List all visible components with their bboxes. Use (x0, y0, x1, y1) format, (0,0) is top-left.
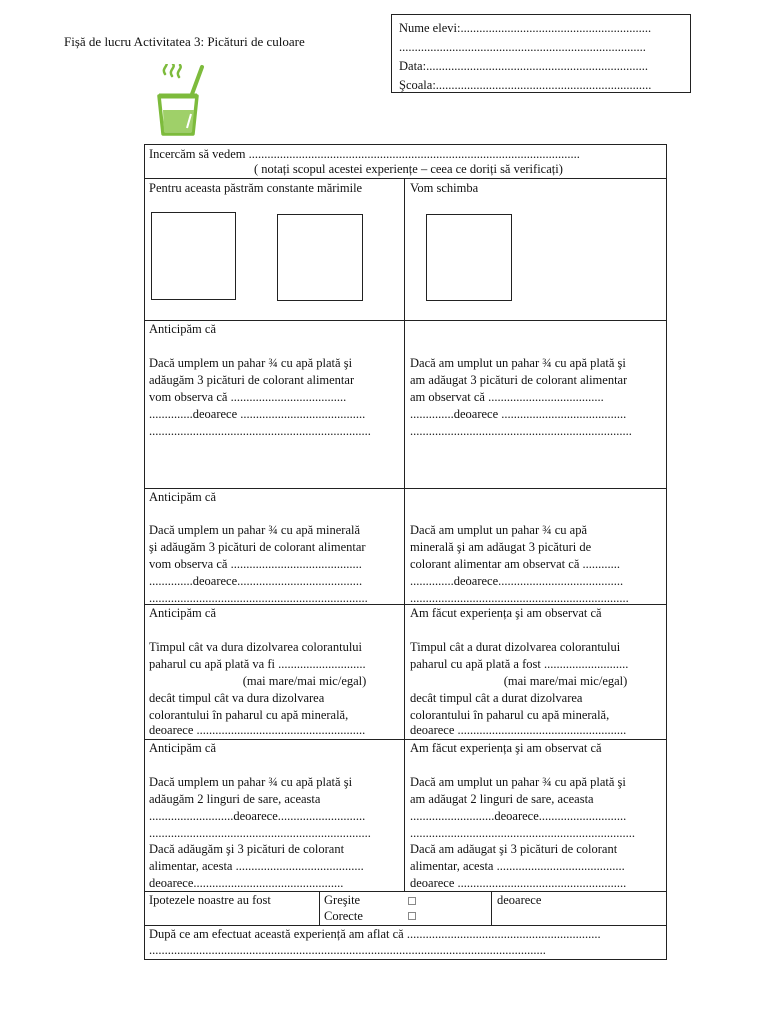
conclusion-line-1[interactable]: După ce am efectuat această experiență am aflat că .............................................................. (149, 927, 601, 941)
conclusion-line-2[interactable]: ............................................................................................................................... (149, 943, 546, 957)
row6-right-line-5[interactable]: ........................................................................ (410, 826, 635, 840)
hypotheses-label: Ipotezele noastre au fost (149, 893, 271, 907)
wrong-checkbox[interactable] (408, 897, 416, 905)
row3-left-line-6[interactable]: ....................................................................... (149, 424, 371, 438)
row3-right-line-4[interactable]: am observat că ..................................... (410, 390, 604, 404)
row6-right-line-3: am adăugat 2 linguri de sare, aceasta (410, 792, 594, 806)
row5-left-line-4: (mai mare/mai mic/egal) (149, 674, 367, 688)
row4-left-line-2: Dacă umplem un pahar ¾ cu apă minerală (149, 523, 361, 537)
row5-right-line-5: decât timpul cât a durat dizolvarea (410, 691, 583, 705)
goal-line[interactable]: Incercăm să vedem .......................................................................................................... (149, 147, 580, 161)
row5-right-line-2: Timpul cât a durat dizolvarea colorantului (410, 640, 621, 654)
row5-left-line-0: Anticipăm că (149, 606, 216, 620)
row6-left-line-2: Dacă umplem un pahar ¾ cu apă plată şi (149, 775, 353, 789)
row6-left-line-4[interactable]: ...........................deoarece............................ (149, 809, 366, 823)
row4-left-line-4[interactable]: vom observa că .......................................... (149, 557, 362, 571)
row4-right-line-4[interactable]: colorant alimentar am observat că ............ (410, 557, 620, 571)
row5-left-line-5: decât timpul cât va dura dizolvarea (149, 691, 325, 705)
row3-left-line-5[interactable]: ..............deoarece ........................................ (149, 407, 366, 421)
variables-heading: Vom schimba (410, 181, 479, 195)
row5-left-line-7[interactable]: deoarece ...................................................... (149, 723, 366, 737)
row3-left-line-0: Anticipăm că (149, 322, 216, 336)
row6-right-line-4[interactable]: ...........................deoarece............................ (410, 809, 627, 823)
row4-right-line-2: Dacă am umplut un pahar ¾ cu apă (410, 523, 588, 537)
row4-left-line-5[interactable]: ..............deoarece........................................ (149, 574, 363, 588)
row4-left-line-0: Anticipăm că (149, 490, 216, 504)
option-correct-label: Corecte (324, 909, 363, 923)
row6-right2-line-2[interactable]: deoarece ...................................................... (410, 876, 627, 890)
row5-left-line-6: colorantului în paharul cu apă minerală, (149, 708, 349, 722)
row4-right-line-3: minerală şi am adăugat 3 picături de (410, 540, 592, 554)
row3-right-line-5[interactable]: ..............deoarece ........................................ (410, 407, 627, 421)
row3-left-line-3: adăugăm 3 picături de colorant alimentar (149, 373, 355, 387)
row3-left-line-4[interactable]: vom observa că ..................................... (149, 390, 347, 404)
row6-left2-line-2[interactable]: deoarece................................................ (149, 876, 344, 890)
row6-right2-line-1[interactable]: alimentar, acesta ......................................... (410, 859, 625, 873)
row6-right-line-0: Am făcut experiența şi am observat că (410, 741, 602, 755)
goal-instructions: ( notați scopul acestei experiențe – ceea ce doriți să verificați) (254, 162, 563, 176)
option-wrong-label: Greşite (324, 893, 361, 907)
correct-checkbox[interactable] (408, 912, 416, 920)
row4-right-line-6[interactable]: ...................................................................... (410, 591, 629, 605)
row4-left-line-3: şi adăugăm 3 picături de colorant alimentar (149, 540, 366, 554)
row4-right-line-5[interactable]: ..............deoarece........................................ (410, 574, 624, 588)
row6-left-line-3: adăugăm 2 linguri de sare, aceasta (149, 792, 321, 806)
row5-right-line-0: Am făcut experiența şi am observat că (410, 606, 602, 620)
row6-left2-line-0: Dacă adăugăm şi 3 picături de colorant (149, 842, 345, 856)
student-names-field[interactable]: Nume elevi:............................................................. (399, 21, 652, 35)
row5-right-line-3[interactable]: paharul cu apă plată a fost ........................... (410, 657, 629, 671)
student-info-box (391, 14, 691, 93)
constants-heading: Pentru aceasta păstrăm constante mărimile (149, 181, 363, 195)
row5-right-line-4: (mai mare/mai mic/egal) (410, 674, 628, 688)
because-label: deoarece (497, 893, 542, 907)
beaker-with-stirring-rod-icon (155, 64, 211, 138)
date-field[interactable]: Data:....................................................................... (399, 59, 648, 73)
row5-right-line-7[interactable]: deoarece ...................................................... (410, 723, 627, 737)
row6-left-line-5[interactable]: ....................................................................... (149, 826, 371, 840)
row5-right-line-6: colorantului în paharul cu apă minerală, (410, 708, 610, 722)
row6-left2-line-1[interactable]: alimentar, acesta ......................................... (149, 859, 364, 873)
worksheet-title: Fișă de lucru Activitatea 3: Picături de culoare (64, 34, 305, 49)
row5-left-line-2: Timpul cât va dura dizolvarea colorantului (149, 640, 363, 654)
row3-right-line-3: am adăugat 3 picături de colorant alimentar (410, 373, 628, 387)
row3-right-line-2: Dacă am umplut un pahar ¾ cu apă plată şi (410, 356, 626, 370)
row6-right2-line-0: Dacă am adăugat şi 3 picături de colorant (410, 842, 618, 856)
row6-right-line-2: Dacă am umplut un pahar ¾ cu apă plată şi (410, 775, 626, 789)
variable-box[interactable] (426, 214, 512, 301)
row4-left-line-6[interactable]: ...................................................................... (149, 591, 368, 605)
row3-right-line-6[interactable]: ....................................................................... (410, 424, 632, 438)
row6-left-line-0: Anticipăm că (149, 741, 216, 755)
student-names-field-line2[interactable]: ............................................................................... (399, 40, 646, 54)
constant-box-1[interactable] (151, 212, 236, 300)
row5-left-line-3[interactable]: paharul cu apă plată va fi ............................ (149, 657, 366, 671)
row3-left-line-2: Dacă umplem un pahar ¾ cu apă plată şi (149, 356, 353, 370)
school-field[interactable]: Şcoala:..................................................................... (399, 78, 652, 92)
constant-box-2[interactable] (277, 214, 363, 301)
